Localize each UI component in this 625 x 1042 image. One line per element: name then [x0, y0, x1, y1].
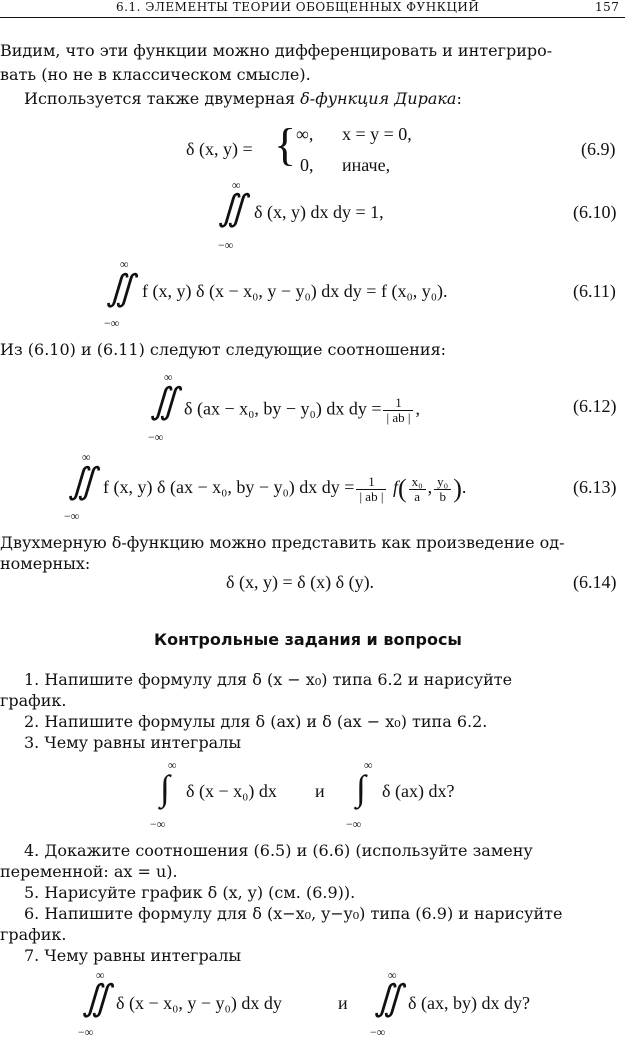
double-integral-sign: ∬	[106, 268, 135, 308]
equation-number: (6.13)	[573, 477, 617, 497]
integral-upper-limit: ∞	[364, 758, 373, 772]
integral-lower-limit: −∞	[78, 1025, 94, 1039]
equation-number: (6.9)	[581, 139, 616, 159]
q3-integral-body: δ (ax) dx?	[382, 781, 455, 801]
eq611-body: f (x, y) δ (x − x₀, y − y₀) dx dy = f (x₀, y₀).	[142, 281, 448, 301]
question-line: график.	[0, 691, 67, 710]
q7-integral-body: δ (ax, by) dx dy?	[408, 993, 530, 1013]
integral-upper-limit: ∞	[388, 968, 397, 982]
conjunction: и	[338, 993, 348, 1013]
integral-upper-limit: ∞	[232, 178, 241, 192]
eq69-case2-condition: иначе,	[342, 155, 391, 175]
eq614-body: δ (x, y) = δ (x) δ (y).	[226, 572, 375, 592]
double-integral-sign: ∬	[218, 188, 247, 228]
integral-lower-limit: −∞	[64, 509, 80, 523]
integral-sign: ∫	[356, 768, 366, 808]
paragraph-line: вать (но не в классическом смысле).	[0, 65, 311, 84]
integral-upper-limit: ∞	[82, 450, 91, 464]
double-integral-sign: ∬	[68, 461, 97, 501]
conjunction: и	[315, 781, 325, 801]
eq69-case1-value: ∞,	[296, 124, 314, 144]
integral-upper-limit: ∞	[120, 257, 129, 271]
paragraph-line: номерных:	[0, 554, 91, 573]
integral-lower-limit: −∞	[370, 1025, 386, 1039]
question-line: 7. Чему равны интегралы	[24, 946, 242, 965]
question-line: 6. Напишите формулу для δ (x−x₀, y−y₀) типа (6.9) и нарисуйте	[24, 904, 563, 923]
eq69-case2-value: 0,	[300, 155, 314, 175]
equation-number: (6.14)	[573, 572, 617, 592]
paragraph-line: Двухмерную δ-функцию можно представить как произведение од-	[0, 533, 565, 552]
eq613-body: f (x, y) δ (ax − x₀, by − y₀) dx dy = $\frac{1}{| ab |}$ f( $\frac{\text{x₀}}{a}$ , $\frac{\text{y₀}}{b}$ ).	[103, 473, 467, 504]
double-integral-sign: ∬	[150, 381, 179, 421]
integral-lower-limit: −∞	[218, 238, 234, 252]
double-integral-sign: ∬	[374, 978, 403, 1018]
equation-number: (6.12)	[573, 396, 617, 416]
question-line: 2. Напишите формулы для δ (ax) и δ (ax − x₀) типа 6.2.	[24, 712, 488, 731]
double-integral-sign: ∬	[82, 978, 111, 1018]
question-line: 4. Докажите соотношения (6.5) и (6.6) (используйте замену	[24, 841, 533, 860]
running-title: 6.1. ЭЛЕМЕНТЫ ТЕОРИИ ОБОБЩЕННЫХ ФУНКЦИЙ	[116, 0, 480, 14]
header-rule	[0, 17, 625, 18]
page-number: 157	[595, 0, 620, 14]
equation-number: (6.10)	[573, 202, 617, 222]
integral-lower-limit: −∞	[148, 430, 164, 444]
question-line: 3. Чему равны интегралы	[24, 733, 242, 752]
eq610-body: δ (x, y) dx dy = 1,	[254, 202, 384, 222]
question-line: переменной: ax = u).	[0, 862, 178, 881]
paragraph-line: Используется также двумерная δ-функция Дирака:	[24, 89, 462, 108]
q7-integral-body: δ (x − x₀, y − y₀) dx dy	[116, 993, 282, 1013]
integral-upper-limit: ∞	[164, 370, 173, 384]
question-line: график.	[0, 925, 67, 944]
fraction: $\frac{1}{| ab |}$	[356, 475, 386, 504]
eq69-lhs: δ (x, y) =	[186, 139, 253, 159]
q3-integral-body: δ (x − x₀) dx	[186, 781, 277, 801]
paragraph-line: Видим, что эти функции можно дифференцировать и интегриро-	[0, 41, 553, 60]
eq69-case1-condition: x = y = 0,	[342, 124, 412, 144]
integral-lower-limit: −∞	[104, 316, 120, 330]
eq612-body: δ (ax − x₀, by − y₀) dx dy = $\frac{1}{| ab |}$ ,	[184, 395, 420, 425]
eq69-brace: {	[274, 119, 297, 170]
integral-sign: ∫	[160, 768, 170, 808]
integral-upper-limit: ∞	[168, 758, 177, 772]
integral-lower-limit: −∞	[150, 817, 166, 831]
term-dirac-delta: δ-функция Дирака	[300, 89, 457, 108]
equation-number: (6.11)	[573, 281, 616, 301]
question-line: 1. Напишите формулу для δ (x − x₀) типа 6.2 и нарисуйте	[24, 670, 513, 689]
integral-lower-limit: −∞	[346, 817, 362, 831]
paragraph-line: Из (6.10) и (6.11) следуют следующие соотношения:	[0, 340, 447, 359]
fraction: $\frac{1}{| ab |}$	[383, 396, 413, 425]
fraction: $\frac{\text{y₀}}{b}$	[434, 475, 451, 504]
fraction: $\frac{\text{x₀}}{a}$	[409, 475, 426, 504]
section-heading: Контрольные задания и вопросы	[154, 630, 462, 649]
integral-upper-limit: ∞	[96, 968, 105, 982]
question-line: 5. Нарисуйте график δ (x, y) (см. (6.9)).	[24, 883, 356, 902]
